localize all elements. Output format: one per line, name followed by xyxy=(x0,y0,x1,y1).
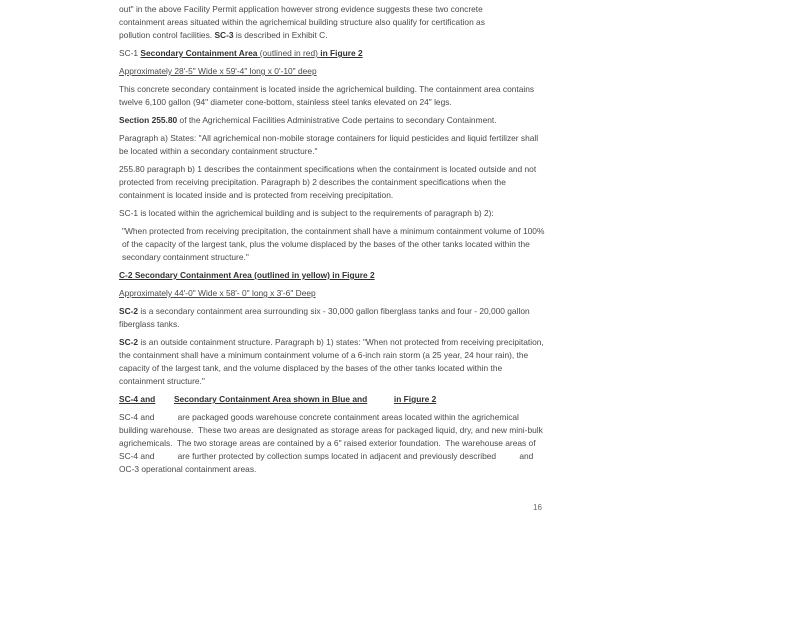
intro-line-2: containment areas situated within the agrichemical building structure also qualify for certification as xyxy=(119,17,485,27)
sc1-quote: "When protected from receiving precipitation, the containment shall have a minimum containment volume of 100% of the capacity of the largest tank, plus the volume displaced by the bases of the other tanks located within the secondary containment structure." xyxy=(122,226,545,262)
sc4-heading: SC-4 and Secondary Containment Area shown in Blue and in Figure 2 xyxy=(119,394,437,404)
intro-sc3-label: SC-3 xyxy=(214,30,234,40)
sc1-description: This concrete secondary containment is located inside the agrichemical building. The containment area contains twelve 6,100 gallon (94" diameter cone-bottom, stainless steel tanks elevated on 24" legs. xyxy=(119,84,535,107)
paragraph-b: 255.80 paragraph b) 1 describes the containment specifications when the containment is located outside and not protected from receiving precipitation. Paragraph b) 2 describes the containment specifications when the containment is located inside and is protected from receiving precipitation. xyxy=(119,164,537,200)
intro-line-1: out" in the above Facility Permit application however strong evidence suggests these two concrete xyxy=(119,4,483,14)
sc2-dimensions: Approximately 44'-0" Wide x 58'- 0" long x 3'-6" Deep xyxy=(119,288,316,298)
page-body xyxy=(119,3,547,481)
sc1-heading: SC-1 Secondary Containment Area (outlined in red) in Figure 2 xyxy=(119,48,363,58)
intro-line-3: pollution control facilities. xyxy=(119,30,215,40)
page-number: 16 xyxy=(533,503,542,512)
sc2-requirement: SC-2 is an outside containment structure. Paragraph b) 1) states: "When not protected from receiving precipitation, the containment shall have a minimum containment volume of a 6-inch rain storm (a 25 year, 24 hour rain), the capacity of the largest tank, and the volume displaced by the bases of the other tanks located within the containment structure." xyxy=(119,337,544,386)
intro-line-3-end: is described in Exhibit C. xyxy=(233,30,328,40)
sc2-description: SC-2 is a secondary containment area surrounding six - 30,000 gallon fiberglass tanks and four - 20,000 gallon fiberglass tanks. xyxy=(119,306,530,329)
paragraph-a: Paragraph a) States: "All agrichemical non-mobile storage containers for liquid pesticides and liquid fertilizer shall be located within a secondary containment structure." xyxy=(119,133,539,156)
sc4-description: SC-4 and are packaged goods warehouse concrete containment areas located within the agrichemical building warehouse. These two areas are designated as storage areas for packaged liquid, dry, and new mini-bulk agrichemicals. The two storage areas are contained by a 6" raised exterior foundation. The warehouse areas of SC-4 and are further protected by collection sumps located in adjacent and previously described and OC-3 operational containment areas. xyxy=(119,412,546,474)
sc1-dimensions: Approximately 28'-5" Wide x 59'-4" long x 0'-10" deep xyxy=(119,66,317,76)
sc1-requirement: SC-1 is located within the agrichemical building and is subject to the requirements of paragraph b) 2): xyxy=(119,208,494,218)
intro-paragraph xyxy=(119,3,547,42)
sc2-heading: C-2 Secondary Containment Area (outlined in yellow) in Figure 2 xyxy=(119,270,375,280)
section-255-80: Section 255.80 of the Agrichemical Facilities Administrative Code pertains to secondary Containment. xyxy=(119,115,497,125)
